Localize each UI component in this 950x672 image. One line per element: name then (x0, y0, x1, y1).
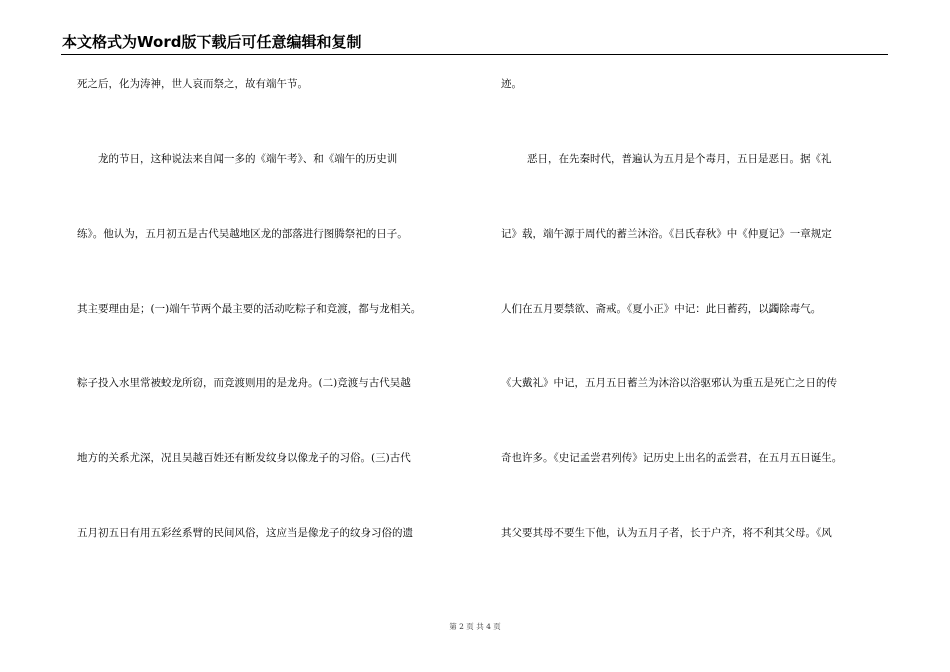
text-line: 死之后，化为涛神，世人哀而祭之，故有端午节。 (77, 78, 308, 90)
page-number: 第 2 页 共 4 页 (449, 622, 501, 631)
text-line: 其主要理由是；(一)端午节两个最主要的活动吃粽子和竞渡，都与龙相关。 (77, 303, 422, 315)
text-line: 五月初五日有用五彩丝系臂的民间风俗，这应当是像龙子的纹身习俗的遗 (77, 527, 413, 539)
text-line: 粽子投入水里常被蛟龙所窃，而竞渡则用的是龙舟。(二)竞渡与古代吴越 (77, 377, 411, 389)
text-line: 地方的关系尤深，况且吴越百姓还有断发纹身以像龙子的习俗。(三)古代 (77, 452, 411, 464)
text-line: 人们在五月要禁欲、斋戒。《夏小正》中记：此日蓄药，以蠲除毒气。 (501, 303, 822, 315)
text-line: 记》载，端午源于周代的蓄兰沐浴。《吕氏春秋》中《仲夏记》一章规定 (501, 228, 832, 240)
text-line: 练》。他认为，五月初五是古代吴越地区龙的部落进行图腾祭祀的日子。 (77, 228, 408, 240)
text-line: 迹。 (501, 78, 522, 90)
text-line: 《大戴礼》中记，五月五日蓄兰为沐浴以浴驱邪认为重五是死亡之日的传 (501, 377, 837, 389)
text-line: 恶日，在先秦时代，普遍认为五月是个毒月，五日是恶日。据《礼 (527, 153, 832, 165)
document-header-title: 本文格式为Word版下载后可任意编辑和复制 (62, 33, 362, 51)
header-divider (61, 54, 888, 55)
text-line: 奇也许多。《史记孟尝君列传》记历史上出名的孟尝君，在五月五日诞生。 (501, 452, 843, 464)
text-line: 其父要其母不要生下他，认为五月子者，长于户齐，将不利其父母。《风 (501, 527, 832, 539)
text-line: 龙的节日，这种说法来自闻一多的《端午考》、和《端午的历史训 (98, 153, 398, 165)
